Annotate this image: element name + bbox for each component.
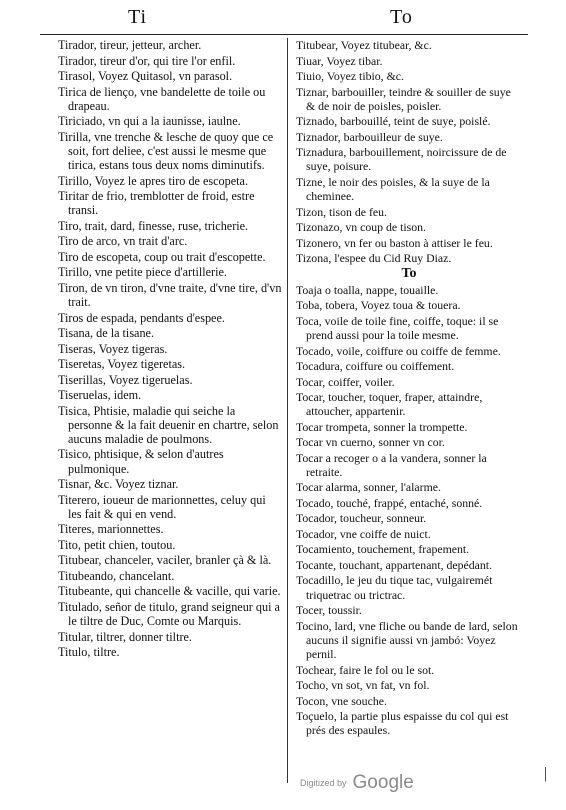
dictionary-entry: Tiuar, Voyez tibar. xyxy=(296,53,383,68)
dictionary-entry: Tito, petit chien, toutou. xyxy=(58,537,176,552)
dictionary-entry: Tocadura, coiffure ou coiffement. xyxy=(296,359,455,374)
dictionary-entry: Tizonero, vn fer ou baston à attiser le feu. xyxy=(296,235,493,250)
dictionary-entry: Tocer, toussir. xyxy=(296,603,362,618)
dictionary-entry: Toaja o toalla, nappe, touaille. xyxy=(296,282,439,297)
dictionary-entry: Tirillo, vne petite piece d'artillerie. xyxy=(58,265,227,280)
dictionary-entry: Titulo, tiltre. xyxy=(58,645,120,660)
right-column-to-entries xyxy=(296,283,522,738)
dictionary-entry: Tirador, tireur, jetteur, archer. xyxy=(58,38,202,52)
dictionary-entry: Tizonazo, vn coup de tison. xyxy=(296,220,426,235)
dictionary-entry: Tisana, de la tisane. xyxy=(58,326,155,341)
running-head-left: Ti xyxy=(128,6,148,28)
running-head-right: To xyxy=(390,6,413,28)
dictionary-entry: Tiros de espada, pendants d'espee. xyxy=(58,310,225,325)
dictionary-entry: Tirador, tireur d'or, qui tire l'or enfil. xyxy=(58,53,236,68)
dictionary-entry: Tocon, vne souche. xyxy=(296,693,387,708)
dictionary-entry: Tizne, le noir des poisles, & la suye de la cheminee. xyxy=(296,174,490,204)
dictionary-entry: Tocar, coiffer, voiler. xyxy=(296,374,395,389)
dictionary-entry: Titubear, Voyez titubear, &c. xyxy=(296,38,432,52)
dictionary-entry: Tocante, touchant, appartenant, depédant. xyxy=(296,557,493,572)
dictionary-entry: Tirillo, Voyez le apres tiro de escopeta. xyxy=(58,173,248,188)
dictionary-entry: Tiro, trait, dard, finesse, ruse, tricherie. xyxy=(58,218,249,233)
dictionary-entry: Tocar alarma, sonner, l'alarme. xyxy=(296,480,441,495)
dictionary-entry: Tocar a recoger o a la vandera, sonner la retraite. xyxy=(296,450,487,479)
dictionary-entry: Titular, tiltrer, donner tiltre. xyxy=(58,629,192,644)
dictionary-entry: Tirica de lienço, vne bandelette de toile ou drapeau. xyxy=(58,84,266,113)
dictionary-entry: Tiuio, Voyez tibio, &c. xyxy=(296,69,404,83)
dictionary-entry: Tocadillo, le jeu du tique tac, vulgairemét triquetrac ou trictrac. xyxy=(296,573,493,602)
dictionary-entry: Tocamiento, touchement, frapement. xyxy=(296,542,470,557)
dictionary-entry: Tiro de arco, vn trait d'arc. xyxy=(58,234,188,249)
left-column xyxy=(58,38,282,661)
dictionary-entry: Tiriciado, vn qui a la iaunisse, iaulne. xyxy=(58,114,241,129)
dictionary-entry: Tocar, toucher, toquer, fraper, attaindre, attoucher, appartenir. xyxy=(296,390,483,419)
dictionary-entry: Toba, tobera, Voyez toua & touera. xyxy=(296,298,461,313)
dictionary-entry: Titulado, señor de titulo, grand seigneur qui a le tiltre de Duc, Comte ou Marquis. xyxy=(58,599,280,629)
dictionary-entry: Tiznado, barbouillé, teint de suye, poislé. xyxy=(296,114,491,129)
dictionary-entry: Titubeando, chancelant. xyxy=(58,568,175,583)
header-rule xyxy=(40,34,528,35)
dictionary-entry: Tochear, faire le fol ou le sot. xyxy=(296,662,435,677)
digitized-watermark xyxy=(300,772,414,794)
dictionary-entry: Tiznador, barbouilleur de suye. xyxy=(296,129,443,144)
dictionary-entry: Tiznadura, barbouillement, noircissure de de suye, poisure. xyxy=(296,145,507,174)
dictionary-entry: Tirasol, Voyez Quitasol, vn parasol. xyxy=(58,69,233,83)
dictionary-entry: Tisica, Phtisie, maladie qui seiche la personne & la fait deuenir en chartre, selon aucuns maladie de poulmons. xyxy=(58,403,279,446)
dictionary-entry: Tiron, de vn tiron, d'vne traite, d'vne tire, d'vn trait. xyxy=(58,280,282,310)
google-logo: Google xyxy=(352,772,414,793)
column-divider xyxy=(287,38,288,783)
dictionary-entry: Tocar trompeta, sonner la trompette. xyxy=(296,419,468,434)
dictionary-entry: Toca, voile de toile fine, coiffe, toque: il se prend aussi pour la toile mesme. xyxy=(296,313,499,343)
dictionary-entry: Tiserillas, Voyez tigeruelas. xyxy=(58,372,193,387)
dictionary-entry: Tocho, vn sot, vn fat, vn fol. xyxy=(296,678,430,693)
dictionary-entry: Tiritar de frio, tremblotter de froid, estre transi. xyxy=(58,189,255,218)
section-heading: To xyxy=(401,265,417,281)
digitized-by-label: Digitized by xyxy=(300,778,347,788)
dictionary-entry: Tocado, touché, frappé, entaché, sonné. xyxy=(296,495,483,510)
dictionary-entry: Tocado, voile, coiffure ou coiffe de femme. xyxy=(296,343,501,358)
right-column-ti-entries xyxy=(296,38,522,265)
dictionary-entry: Tizona, l'espee du Cid Ruy Diaz. xyxy=(296,251,452,266)
right-column xyxy=(296,38,522,739)
dictionary-entry: Titubeante, qui chancelle & vacille, qui varie. xyxy=(58,584,281,599)
dictionary-entry: Tirilla, vne trenche & lesche de quoy que ce soit, fort deliee, c'est aussi le mesme que tirica, estans tous deux noms diminutifs. xyxy=(58,129,274,173)
dictionary-entry: Tisnar, &c. Voyez tiznar. xyxy=(58,477,179,492)
dictionary-entry: Tocador, toucheur, sonneur. xyxy=(296,511,427,526)
dictionary-entry: Tizon, tison de feu. xyxy=(296,204,387,219)
dictionary-entry: Tiznar, barbouiller, teindre & souiller de suye & de noir de poisles, poisler. xyxy=(296,84,511,113)
dictionary-entry: Tiseruelas, idem. xyxy=(58,388,142,403)
dictionary-entry: Titerero, ioueur de marionnettes, celuy qui les fait & qui en vend. xyxy=(58,492,266,521)
dictionary-entry: Titeres, marionnettes. xyxy=(58,522,164,537)
dictionary-entry: Tiro de escopeta, coup ou trait d'escopette. xyxy=(58,249,266,264)
dictionary-entry: Tocino, lard, vne fliche ou bande de lard, selon aucuns il signifie aussi vn jambó: Voyez pernil. xyxy=(296,618,518,662)
dictionary-entry: Titubear, chanceler, vaciler, branler çà & là. xyxy=(58,553,272,568)
dictionary-entry: Tiseretas, Voyez tigeretas. xyxy=(58,357,186,372)
dictionary-entry: Tocar vn cuerno, sonner vn cor. xyxy=(296,435,445,450)
dictionary-entry: Toçuelo, la partie plus espaisse du col qui est prés des espaules. xyxy=(296,709,509,738)
dictionary-entry: Tocador, vne coiffe de nuict. xyxy=(296,526,431,541)
dictionary-entry: Tiseras, Voyez tigeras. xyxy=(58,341,168,356)
page-edge-mark: | xyxy=(544,765,548,782)
dictionary-entry: Tisico, phtisique, & selon d'autres pulmonique. xyxy=(58,447,224,476)
